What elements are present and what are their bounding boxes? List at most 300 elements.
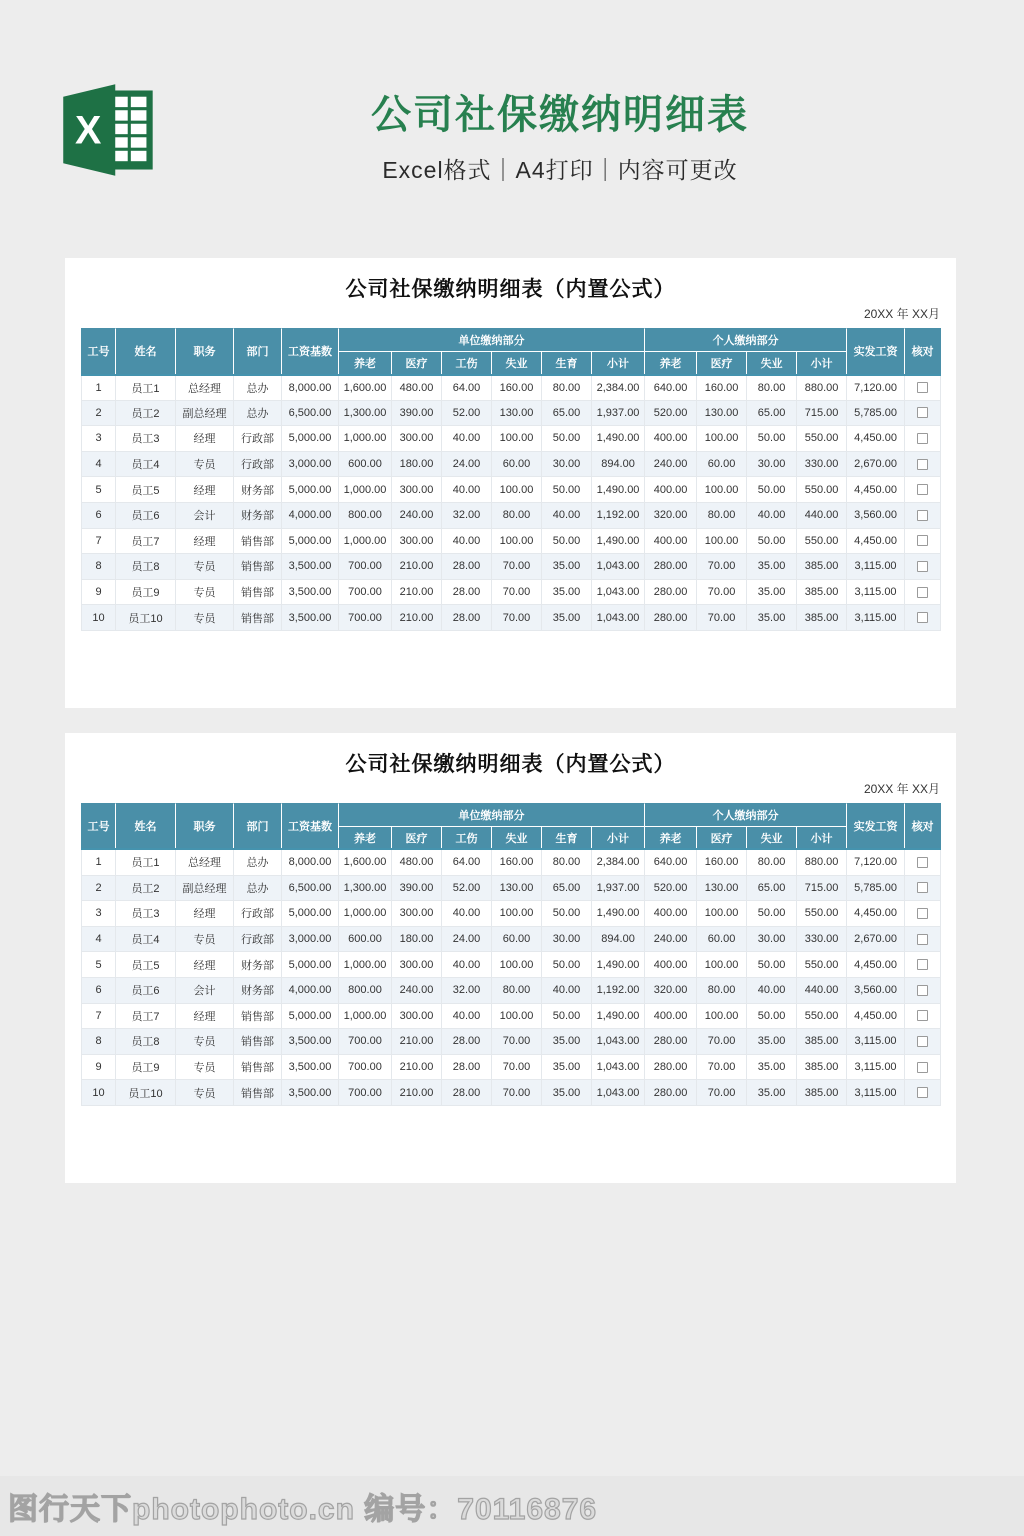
cell: 30.00 <box>747 451 797 477</box>
cell: 600.00 <box>339 926 392 952</box>
cell: 40.00 <box>747 977 797 1003</box>
cell: 130.00 <box>492 400 542 426</box>
cell: 50.00 <box>542 426 592 452</box>
cell: 40.00 <box>442 426 492 452</box>
table-row <box>82 952 941 978</box>
cell: 7 <box>82 528 116 554</box>
cell: 28.00 <box>442 1080 492 1106</box>
cell: 专员 <box>176 1029 234 1055</box>
cell: 3,115.00 <box>847 1054 905 1080</box>
svg-text:X: X <box>75 108 102 153</box>
cell: 1,937.00 <box>592 400 645 426</box>
check-checkbox[interactable] <box>917 882 928 893</box>
cell: 300.00 <box>392 1003 442 1029</box>
cell: 480.00 <box>392 849 442 875</box>
cell: 2 <box>82 875 116 901</box>
cell: 1,000.00 <box>339 477 392 503</box>
check-cell <box>905 926 941 952</box>
cell: 50.00 <box>747 901 797 927</box>
cell: 5,000.00 <box>282 901 339 927</box>
cell: 销售部 <box>234 1054 282 1080</box>
cell: 35.00 <box>747 1080 797 1106</box>
cell: 7,120.00 <box>847 375 905 401</box>
cell: 6 <box>82 502 116 528</box>
cell: 385.00 <box>797 1029 847 1055</box>
check-cell <box>905 1054 941 1080</box>
cell: 5 <box>82 477 116 503</box>
cell: 40.00 <box>542 977 592 1003</box>
cell: 5,000.00 <box>282 426 339 452</box>
cell: 销售部 <box>234 528 282 554</box>
table-header <box>82 329 941 375</box>
check-checkbox[interactable] <box>917 959 928 970</box>
cell: 员工2 <box>116 875 176 901</box>
cell: 70.00 <box>492 1054 542 1080</box>
cell: 300.00 <box>392 901 442 927</box>
cell: 50.00 <box>747 528 797 554</box>
personal-medical-header: 医疗 <box>697 826 747 849</box>
check-cell <box>905 901 941 927</box>
cell: 1,043.00 <box>592 554 645 580</box>
cell: 4,000.00 <box>282 502 339 528</box>
cell: 320.00 <box>645 977 697 1003</box>
cell: 会计 <box>176 502 234 528</box>
check-checkbox[interactable] <box>917 561 928 572</box>
cell: 30.00 <box>542 926 592 952</box>
cell: 64.00 <box>442 375 492 401</box>
cell: 员工10 <box>116 1080 176 1106</box>
cell: 员工6 <box>116 502 176 528</box>
cell: 4,450.00 <box>847 952 905 978</box>
check-cell <box>905 502 941 528</box>
cell: 80.00 <box>697 502 747 528</box>
cell: 销售部 <box>234 1080 282 1106</box>
check-cell <box>905 426 941 452</box>
cell: 50.00 <box>542 477 592 503</box>
cell: 3,115.00 <box>847 1080 905 1106</box>
cell: 专员 <box>176 554 234 580</box>
cell: 员工4 <box>116 926 176 952</box>
cell: 400.00 <box>645 952 697 978</box>
cell: 员工9 <box>116 579 176 605</box>
cell: 550.00 <box>797 952 847 978</box>
cell: 100.00 <box>492 901 542 927</box>
cell: 700.00 <box>339 554 392 580</box>
cell: 28.00 <box>442 554 492 580</box>
cell: 员工8 <box>116 554 176 580</box>
cell: 100.00 <box>697 901 747 927</box>
cell: 1,490.00 <box>592 426 645 452</box>
cell: 80.00 <box>747 375 797 401</box>
personal-medical-header: 医疗 <box>697 352 747 375</box>
cell: 130.00 <box>697 875 747 901</box>
cell: 400.00 <box>645 1003 697 1029</box>
cell: 2,384.00 <box>592 375 645 401</box>
cell: 经理 <box>176 1003 234 1029</box>
col-name-header: 姓名 <box>116 803 176 849</box>
table-row <box>82 926 941 952</box>
cell: 210.00 <box>392 1029 442 1055</box>
cell: 5,785.00 <box>847 400 905 426</box>
cell: 7,120.00 <box>847 849 905 875</box>
cell: 70.00 <box>697 605 747 631</box>
cell: 24.00 <box>442 926 492 952</box>
col-check-header: 核对 <box>905 803 941 849</box>
cell: 40.00 <box>442 952 492 978</box>
check-checkbox[interactable] <box>917 1062 928 1073</box>
col-check-header: 核对 <box>905 329 941 375</box>
cell: 700.00 <box>339 1054 392 1080</box>
cell: 715.00 <box>797 875 847 901</box>
cell: 1,937.00 <box>592 875 645 901</box>
cell: 50.00 <box>542 1003 592 1029</box>
check-checkbox[interactable] <box>917 433 928 444</box>
cell: 3,500.00 <box>282 1054 339 1080</box>
cell: 50.00 <box>542 952 592 978</box>
cell: 210.00 <box>392 579 442 605</box>
cell: 35.00 <box>747 1029 797 1055</box>
cell: 1 <box>82 849 116 875</box>
cell: 35.00 <box>747 554 797 580</box>
cell: 5,785.00 <box>847 875 905 901</box>
cell: 550.00 <box>797 901 847 927</box>
cell: 280.00 <box>645 554 697 580</box>
cell: 员工7 <box>116 1003 176 1029</box>
cell: 销售部 <box>234 605 282 631</box>
cell: 1,490.00 <box>592 477 645 503</box>
cell: 30.00 <box>542 451 592 477</box>
table-row <box>82 901 941 927</box>
cell: 64.00 <box>442 849 492 875</box>
social-security-table <box>81 803 941 1106</box>
cell: 65.00 <box>747 875 797 901</box>
cell: 130.00 <box>492 875 542 901</box>
cell: 100.00 <box>492 426 542 452</box>
cell: 员工3 <box>116 901 176 927</box>
check-checkbox[interactable] <box>917 1087 928 1098</box>
check-checkbox[interactable] <box>917 510 928 521</box>
social-security-table <box>81 328 941 631</box>
cell: 70.00 <box>492 1029 542 1055</box>
cell: 行政部 <box>234 926 282 952</box>
cell: 100.00 <box>697 426 747 452</box>
cell: 总办 <box>234 875 282 901</box>
check-cell <box>905 477 941 503</box>
cell: 35.00 <box>542 1080 592 1106</box>
cell: 80.00 <box>697 977 747 1003</box>
check-cell <box>905 605 941 631</box>
cell: 60.00 <box>697 451 747 477</box>
cell: 4,000.00 <box>282 977 339 1003</box>
cell: 5,000.00 <box>282 952 339 978</box>
cell: 2,384.00 <box>592 849 645 875</box>
cell: 专员 <box>176 1054 234 1080</box>
cell: 4,450.00 <box>847 426 905 452</box>
sheet-period: 20XX 年 XX月 <box>863 307 940 321</box>
cell: 专员 <box>176 605 234 631</box>
cell: 2,670.00 <box>847 926 905 952</box>
table-row <box>82 400 941 426</box>
cell: 240.00 <box>645 451 697 477</box>
cell: 385.00 <box>797 1080 847 1106</box>
company-maternity-header: 生育 <box>542 826 592 849</box>
table-row <box>82 849 941 875</box>
cell: 5,000.00 <box>282 477 339 503</box>
cell: 1,490.00 <box>592 952 645 978</box>
col-department-header: 部门 <box>234 803 282 849</box>
cell: 210.00 <box>392 605 442 631</box>
cell: 52.00 <box>442 875 492 901</box>
check-checkbox[interactable] <box>917 407 928 418</box>
cell: 员工10 <box>116 605 176 631</box>
cell: 1,490.00 <box>592 1003 645 1029</box>
company-pension-header: 养老 <box>339 352 392 375</box>
check-checkbox[interactable] <box>917 1010 928 1021</box>
cell: 385.00 <box>797 554 847 580</box>
cell: 1,043.00 <box>592 579 645 605</box>
cell: 销售部 <box>234 554 282 580</box>
table-row <box>82 426 941 452</box>
cell: 40.00 <box>442 1003 492 1029</box>
cell: 28.00 <box>442 579 492 605</box>
cell: 3,115.00 <box>847 1029 905 1055</box>
cell: 3,560.00 <box>847 977 905 1003</box>
check-cell <box>905 1080 941 1106</box>
personal-subtotal-header: 小计 <box>797 826 847 849</box>
cell: 1,043.00 <box>592 1029 645 1055</box>
cell: 员工5 <box>116 477 176 503</box>
cell: 4 <box>82 926 116 952</box>
cell: 经理 <box>176 952 234 978</box>
cell: 160.00 <box>697 849 747 875</box>
cell: 280.00 <box>645 579 697 605</box>
company-group-header: 单位缴纳部分 <box>339 329 645 352</box>
cell: 100.00 <box>492 1003 542 1029</box>
page-subtitle: Excel格式｜A4打印｜内容可更改 <box>382 157 738 183</box>
cell: 8 <box>82 554 116 580</box>
table-row <box>82 1080 941 1106</box>
table-row <box>82 977 941 1003</box>
check-cell <box>905 849 941 875</box>
page-title: 公司社保缴纳明细表 <box>371 93 749 137</box>
cell: 894.00 <box>592 926 645 952</box>
table-row <box>82 451 941 477</box>
cell: 专员 <box>176 926 234 952</box>
cell: 330.00 <box>797 926 847 952</box>
cell: 300.00 <box>392 952 442 978</box>
personal-pension-header: 养老 <box>645 352 697 375</box>
company-unemployment-header: 失业 <box>492 352 542 375</box>
cell: 35.00 <box>747 579 797 605</box>
cell: 行政部 <box>234 426 282 452</box>
cell: 180.00 <box>392 451 442 477</box>
personal-group-header: 个人缴纳部分 <box>645 329 847 352</box>
cell: 50.00 <box>747 1003 797 1029</box>
cell: 440.00 <box>797 977 847 1003</box>
sheet-title: 公司社保缴纳明细表（内置公式） <box>345 278 676 301</box>
table-row <box>82 1029 941 1055</box>
check-checkbox[interactable] <box>917 612 928 623</box>
cell: 1,043.00 <box>592 1080 645 1106</box>
cell: 65.00 <box>542 400 592 426</box>
cell: 财务部 <box>234 977 282 1003</box>
cell: 40.00 <box>442 528 492 554</box>
cell: 1,300.00 <box>339 875 392 901</box>
cell: 2 <box>82 400 116 426</box>
table-row <box>82 1054 941 1080</box>
cell: 330.00 <box>797 451 847 477</box>
cell: 1,000.00 <box>339 1003 392 1029</box>
cell: 1,490.00 <box>592 901 645 927</box>
cell: 390.00 <box>392 875 442 901</box>
cell: 8,000.00 <box>282 849 339 875</box>
company-pension-header: 养老 <box>339 826 392 849</box>
cell: 8 <box>82 1029 116 1055</box>
hero-header <box>0 0 1024 258</box>
cell: 160.00 <box>492 375 542 401</box>
table-row <box>82 477 941 503</box>
sheet-card-2 <box>65 733 956 1183</box>
cell: 1,043.00 <box>592 1054 645 1080</box>
cell: 副总经理 <box>176 875 234 901</box>
cell: 1,192.00 <box>592 502 645 528</box>
cell: 35.00 <box>542 1054 592 1080</box>
table-row <box>82 1003 941 1029</box>
cell: 40.00 <box>442 901 492 927</box>
company-injury-header: 工伤 <box>442 826 492 849</box>
cell: 3,115.00 <box>847 605 905 631</box>
cell: 3,500.00 <box>282 1029 339 1055</box>
cell: 1,043.00 <box>592 605 645 631</box>
cell: 销售部 <box>234 1029 282 1055</box>
col-position-header: 职务 <box>176 803 234 849</box>
cell: 行政部 <box>234 451 282 477</box>
check-checkbox[interactable] <box>917 1036 928 1047</box>
cell: 400.00 <box>645 426 697 452</box>
cell: 70.00 <box>697 1080 747 1106</box>
table-row <box>82 579 941 605</box>
cell: 640.00 <box>645 849 697 875</box>
cell: 385.00 <box>797 579 847 605</box>
cell: 385.00 <box>797 605 847 631</box>
cell: 700.00 <box>339 1080 392 1106</box>
check-checkbox[interactable] <box>917 535 928 546</box>
cell: 100.00 <box>492 528 542 554</box>
cell: 400.00 <box>645 528 697 554</box>
check-checkbox[interactable] <box>917 934 928 945</box>
cell: 销售部 <box>234 579 282 605</box>
cell: 3,115.00 <box>847 579 905 605</box>
cell: 70.00 <box>492 605 542 631</box>
cell: 员工4 <box>116 451 176 477</box>
cell: 800.00 <box>339 977 392 1003</box>
cell: 1,300.00 <box>339 400 392 426</box>
check-checkbox[interactable] <box>917 459 928 470</box>
personal-unemployment-header: 失业 <box>747 826 797 849</box>
cell: 28.00 <box>442 1054 492 1080</box>
check-checkbox[interactable] <box>917 857 928 868</box>
cell: 4,450.00 <box>847 477 905 503</box>
cell: 1,000.00 <box>339 901 392 927</box>
col-salary-base-header: 工资基数 <box>282 329 339 375</box>
cell: 员工1 <box>116 375 176 401</box>
cell: 行政部 <box>234 901 282 927</box>
watermark-bar <box>0 1476 1024 1536</box>
col-net-salary-header: 实发工资 <box>847 803 905 849</box>
cell: 240.00 <box>645 926 697 952</box>
check-cell <box>905 579 941 605</box>
company-maternity-header: 生育 <box>542 352 592 375</box>
cell: 9 <box>82 579 116 605</box>
check-checkbox[interactable] <box>917 587 928 598</box>
cell: 880.00 <box>797 849 847 875</box>
cell: 8,000.00 <box>282 375 339 401</box>
cell: 50.00 <box>747 426 797 452</box>
cell: 180.00 <box>392 926 442 952</box>
watermark-text: 图行天下photophoto.cn 编号：70116876 <box>8 1493 598 1526</box>
cell: 100.00 <box>492 952 542 978</box>
col-name-header: 姓名 <box>116 329 176 375</box>
cell: 70.00 <box>492 579 542 605</box>
cell: 32.00 <box>442 502 492 528</box>
cell: 专员 <box>176 451 234 477</box>
cell: 50.00 <box>747 952 797 978</box>
cell: 550.00 <box>797 528 847 554</box>
cell: 300.00 <box>392 426 442 452</box>
cell: 2,670.00 <box>847 451 905 477</box>
cell: 60.00 <box>492 451 542 477</box>
cell: 3 <box>82 901 116 927</box>
col-id-header: 工号 <box>82 329 116 375</box>
check-checkbox[interactable] <box>917 985 928 996</box>
cell: 30.00 <box>747 926 797 952</box>
cell: 50.00 <box>747 477 797 503</box>
cell: 50.00 <box>542 901 592 927</box>
check-checkbox[interactable] <box>917 382 928 393</box>
cell: 800.00 <box>339 502 392 528</box>
cell: 70.00 <box>492 554 542 580</box>
cell: 财务部 <box>234 477 282 503</box>
cell: 80.00 <box>747 849 797 875</box>
sheet-period: 20XX 年 XX月 <box>863 781 940 796</box>
cell: 财务部 <box>234 952 282 978</box>
personal-group-header: 个人缴纳部分 <box>645 803 847 826</box>
cell: 640.00 <box>645 375 697 401</box>
cell: 32.00 <box>442 977 492 1003</box>
check-checkbox[interactable] <box>917 484 928 495</box>
cell: 700.00 <box>339 1029 392 1055</box>
table-body <box>82 375 941 631</box>
col-net-salary-header: 实发工资 <box>847 329 905 375</box>
cell: 320.00 <box>645 502 697 528</box>
cell: 210.00 <box>392 1080 442 1106</box>
cell: 550.00 <box>797 1003 847 1029</box>
cell: 6,500.00 <box>282 400 339 426</box>
cell: 35.00 <box>747 605 797 631</box>
cell: 3,500.00 <box>282 605 339 631</box>
cell: 894.00 <box>592 451 645 477</box>
cell: 员工8 <box>116 1029 176 1055</box>
cell: 700.00 <box>339 605 392 631</box>
cell: 副总经理 <box>176 400 234 426</box>
cell: 财务部 <box>234 502 282 528</box>
cell: 390.00 <box>392 400 442 426</box>
cell: 40.00 <box>747 502 797 528</box>
check-checkbox[interactable] <box>917 908 928 919</box>
col-id-header: 工号 <box>82 803 116 849</box>
cell: 总办 <box>234 400 282 426</box>
cell: 35.00 <box>542 605 592 631</box>
